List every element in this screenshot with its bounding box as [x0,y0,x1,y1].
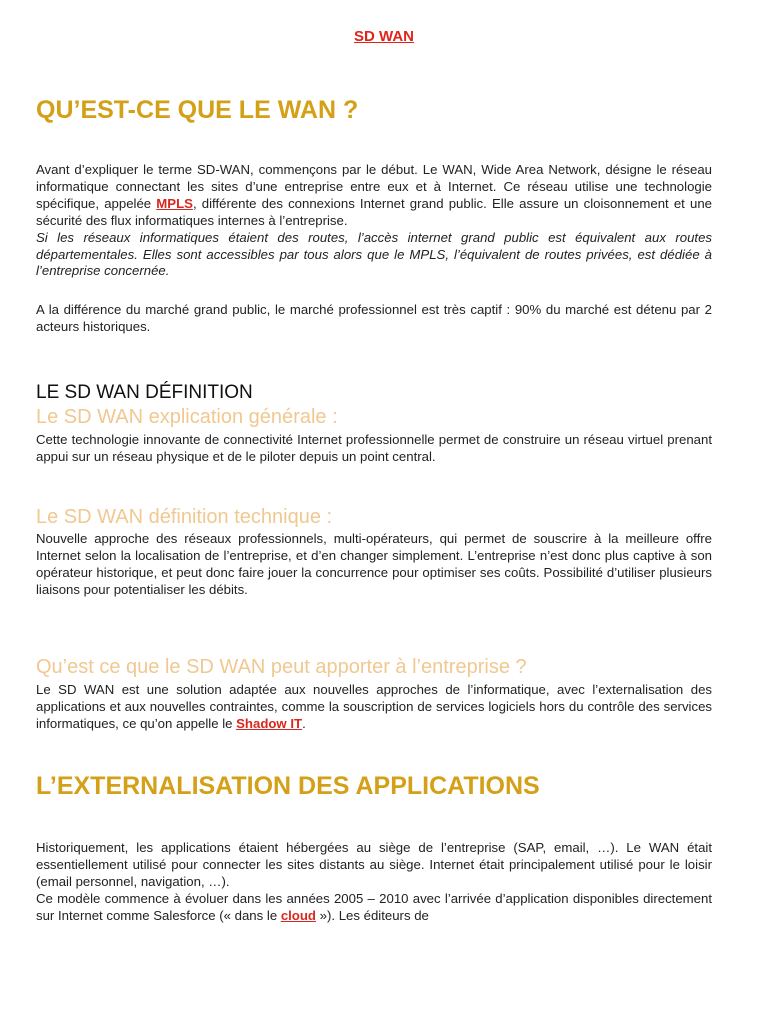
paragraph-general-explanation: Cette technologie innovante de connectivité Internet professionnelle permet de construire un réseau virtuel prenant appui sur un réseau physique et de le piloter depuis un point central. [36,432,712,464]
cloud-link[interactable]: cloud [280,907,316,923]
paragraph-wan-intro [36,162,712,280]
benefits-text-end: . [302,715,306,731]
shadow-it-link[interactable]: Shadow IT [236,715,303,731]
subheading-benefits: Qu’est ce que le SD WAN peut apporter à l’entreprise ? [36,656,527,678]
benefits-text: Le SD WAN est une solution adaptée aux nouvelles approches de l’informatique, avec l’externalisation des applications et aux nouvelles contraintes, comme la souscription de services logiciels hors du contrôle des services informatiques, ce qu’on appelle le [36,682,712,731]
heading-what-is-wan: QU’EST-CE QUE LE WAN ? [36,96,359,124]
history-text: Historiquement, les applications étaient hébergées au siège de l’entreprise (SAP, email, …). Le WAN était essentiellement utilisé pour connecter les sites distants au siège. Internet était principalement utilisé pour le loisir (email personnel, navigation, …). [36,840,712,889]
wan-analogy-text: Si les réseaux informatiques étaient des routes, l’accès internet grand public est équivalent aux routes départementales. Elles sont accessibles par tous alors que le MPLS, l’équivalent de routes privées, est dédiée à l’entreprise concernée. [36,229,712,279]
evolution-text: Ce modèle commence à évoluer dans les années 2005 – 2010 avec l’arrivée d’application disponibles directement sur Internet comme Salesforce (« dans le [36,890,712,923]
subheading-technical-definition: Le SD WAN définition technique : [36,506,333,528]
evolution-text-end: »). Les éditeurs de [315,907,429,923]
paragraph-history [36,840,712,925]
document-title: SD WAN [354,28,414,45]
heading-externalisation: L’EXTERNALISATION DES APPLICATIONS [36,772,540,800]
paragraph-technical-definition: Nouvelle approche des réseaux professionnels, multi-opérateurs, qui permet de souscrire à la meilleure offre Internet selon la localisation de l’entreprise, et d’en changer simplement. L’entreprise n’est donc plus captive à son opérateur historique, et peut donc faire jouer la concurrence pour optimiser ses coûts. Possibilité d’utiliser plusieurs liaisons pour potentialiser les débits. [36,531,712,597]
paragraph-market: A la différence du marché grand public, le marché professionnel est très captif : 90% du marché est détenu par 2 acteurs historiques. [36,302,712,334]
wan-intro-text-cont: , différente des connexions Internet grand public. Elle assure un cloisonnement et une sécurité des flux informatiques internes à l’entreprise. [36,195,713,228]
heading-sd-wan-definition: LE SD WAN DÉFINITION [36,382,253,403]
wan-intro-text: Avant d’expliquer le terme SD-WAN, commençons par le début. Le WAN, Wide Area Network, désigne le réseau informatique connectant les sites d’une entreprise entre eux et à Internet. Ce réseau utilise une technologie spécifique, appelée [36,162,712,211]
paragraph-benefits [36,682,712,733]
mpls-link[interactable]: MPLS [156,195,193,211]
subheading-general-explanation: Le SD WAN explication générale : [36,406,338,428]
